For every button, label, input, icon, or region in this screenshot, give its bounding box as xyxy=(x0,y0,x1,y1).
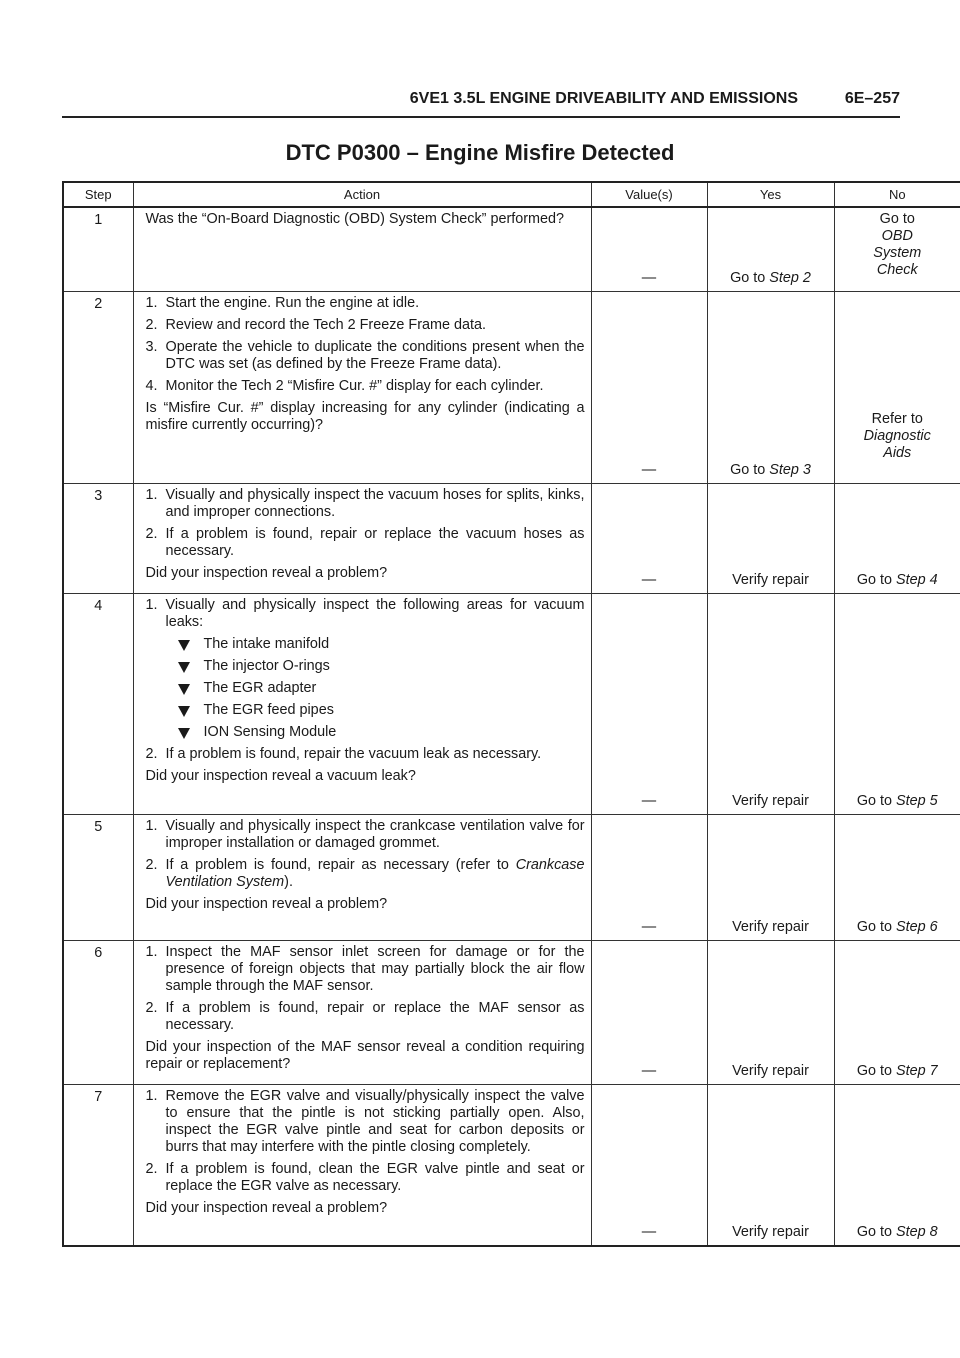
step-number: 1 xyxy=(63,207,133,291)
step-reference: Step 4 xyxy=(896,571,938,588)
bullet-triangle-icon xyxy=(178,728,190,739)
yes-cell: Verify repair xyxy=(707,593,834,814)
yes-cell: Verify repair xyxy=(707,483,834,593)
yes-cell xyxy=(707,291,834,483)
question-text: Did your inspection reveal a vacuum leak? xyxy=(145,767,416,784)
action-cell xyxy=(133,1084,591,1246)
value-cell: — xyxy=(591,1084,707,1246)
bullet-item: ION Sensing Module xyxy=(146,724,585,741)
col-header-no: No xyxy=(834,182,960,207)
value-cell: — xyxy=(591,940,707,1084)
step-reference: Step 8 xyxy=(896,1224,938,1240)
table-row xyxy=(63,291,960,483)
no-cell xyxy=(834,940,960,1084)
value-cell: — xyxy=(591,207,707,291)
list-item: 2. If a problem is found, repair the vacuum leak as necessary. xyxy=(145,745,542,762)
question-text: Did your inspection of the MAF sensor reveal a condition requiring repair or replacement? xyxy=(145,1038,585,1072)
page-title: DTC P0300 – Engine Misfire Detected xyxy=(285,140,675,165)
step-number: 4 xyxy=(63,593,133,814)
col-header-yes: Yes xyxy=(707,182,834,207)
table-row xyxy=(63,940,960,1084)
question-text: Is “Misfire Cur. #” display increasing for any cylinder (indicating a misfire currently occurring)? xyxy=(145,399,585,433)
bullet-item: The intake manifold xyxy=(146,636,585,653)
page-header xyxy=(62,88,900,118)
question-text: Did your inspection reveal a problem? xyxy=(145,564,388,581)
list-item: 1. Start the engine. Run the engine at idle. xyxy=(145,294,420,311)
bullet-item: The injector O-rings xyxy=(146,658,585,675)
yes-cell: Verify repair xyxy=(707,814,834,940)
col-header-action: Action xyxy=(133,182,591,207)
step-reference: Step 3 xyxy=(769,461,811,478)
list-item: 2. If a problem is found, repair as necessary (refer to Crankcase Ventilation System). xyxy=(145,856,585,890)
yes-prefix: Go to xyxy=(730,269,770,286)
list-item: 1. Visually and physically inspect the crankcase ventilation valve for improper installation or damaged grommet. xyxy=(145,817,585,851)
step-number: 3 xyxy=(63,483,133,593)
bullet-item: The EGR adapter xyxy=(146,680,585,697)
procedure-reference: Diagnostic Aids xyxy=(863,427,931,461)
yes-prefix: Go to xyxy=(730,461,770,478)
diagnostic-table xyxy=(62,181,960,1247)
procedure-reference: OBD System Check xyxy=(873,228,922,278)
bullet-triangle-icon xyxy=(178,640,190,651)
step-reference: Step 5 xyxy=(896,792,938,809)
table-row xyxy=(63,207,960,291)
step-reference: Step 7 xyxy=(896,1062,938,1079)
step-reference: Step 2 xyxy=(769,269,811,286)
page-number: 6E–257 xyxy=(844,90,900,107)
no-cell xyxy=(834,207,960,291)
list-item: 2. If a problem is found, repair or replace the vacuum hoses as necessary. xyxy=(145,525,585,559)
list-item: 4. Monitor the Tech 2 “Misfire Cur. #” display for each cylinder. xyxy=(145,377,544,394)
question-text: Did your inspection reveal a problem? xyxy=(145,1199,388,1216)
no-cell xyxy=(834,814,960,940)
value-cell: — xyxy=(591,291,707,483)
value-cell: — xyxy=(591,593,707,814)
no-cell xyxy=(834,1084,960,1246)
yes-cell xyxy=(707,207,834,291)
bullet-triangle-icon xyxy=(178,684,190,695)
step-number: 7 xyxy=(63,1084,133,1246)
yes-cell: Verify repair xyxy=(707,1084,834,1246)
no-cell xyxy=(834,483,960,593)
no-prefix: Refer to xyxy=(871,410,923,427)
bullet-item: The EGR feed pipes xyxy=(146,702,585,719)
no-prefix: Go to xyxy=(856,918,897,935)
list-item: 1. Visually and physically inspect the vacuum hoses for splits, kinks, and improper connections. xyxy=(145,486,585,520)
table-row xyxy=(63,483,960,593)
table-row xyxy=(63,593,960,814)
step-number: 2 xyxy=(63,291,133,483)
action-cell xyxy=(133,940,591,1084)
question-text: Was the “On-Board Diagnostic (OBD) System Check” performed? xyxy=(145,211,565,227)
col-header-values: Value(s) xyxy=(591,182,707,207)
list-item: 3. Operate the vehicle to duplicate the conditions present when the DTC was set (as defined by the Freeze Frame data). xyxy=(145,338,585,372)
list-item: 1. Remove the EGR valve and visually/physically inspect the valve to ensure that the pintle is not sticking partially open. Also, inspect the EGR valve pintle and seat for carbon deposits or burrs that may interfere with the pintle closing completely. xyxy=(145,1087,585,1155)
step-number: 5 xyxy=(63,814,133,940)
list-item: 1. Inspect the MAF sensor inlet screen for damage or for the presence of foreign objects that may partially block the air flow sample through the MAF sensor. xyxy=(145,943,585,994)
list-item: 1. Visually and physically inspect the following areas for vacuum leaks: xyxy=(145,596,585,630)
no-prefix: Go to xyxy=(856,571,897,588)
no-cell xyxy=(834,291,960,483)
table-header-row xyxy=(63,182,960,207)
list-item: 2. If a problem is found, clean the EGR valve pintle and seat or replace the EGR valve as necessary. xyxy=(145,1160,585,1194)
no-prefix: Go to xyxy=(856,1224,897,1240)
yes-cell: Verify repair xyxy=(707,940,834,1084)
no-cell xyxy=(834,593,960,814)
action-cell xyxy=(133,814,591,940)
list-item: 2. If a problem is found, repair or replace the MAF sensor as necessary. xyxy=(145,999,585,1033)
procedure-reference: Crankcase Ventilation System xyxy=(165,856,585,890)
step-reference: Step 6 xyxy=(896,918,938,935)
question-text: Did your inspection reveal a problem? xyxy=(145,895,388,912)
no-prefix: Go to xyxy=(879,211,915,227)
section-title: 6VE1 3.5L ENGINE DRIVEABILITY AND EMISSIONS xyxy=(409,90,798,107)
col-header-step: Step xyxy=(63,182,133,207)
action-cell xyxy=(133,483,591,593)
step-number: 6 xyxy=(63,940,133,1084)
action-cell xyxy=(133,593,591,814)
no-prefix: Go to xyxy=(856,792,897,809)
list-item: 2. Review and record the Tech 2 Freeze Frame data. xyxy=(145,316,486,333)
table-row xyxy=(63,814,960,940)
bullet-triangle-icon xyxy=(178,706,190,717)
bullet-triangle-icon xyxy=(178,662,190,673)
action-cell xyxy=(133,207,591,291)
value-cell: — xyxy=(591,814,707,940)
action-cell xyxy=(133,291,591,483)
table-row xyxy=(63,1084,960,1246)
value-cell: — xyxy=(591,483,707,593)
no-prefix: Go to xyxy=(856,1062,897,1079)
